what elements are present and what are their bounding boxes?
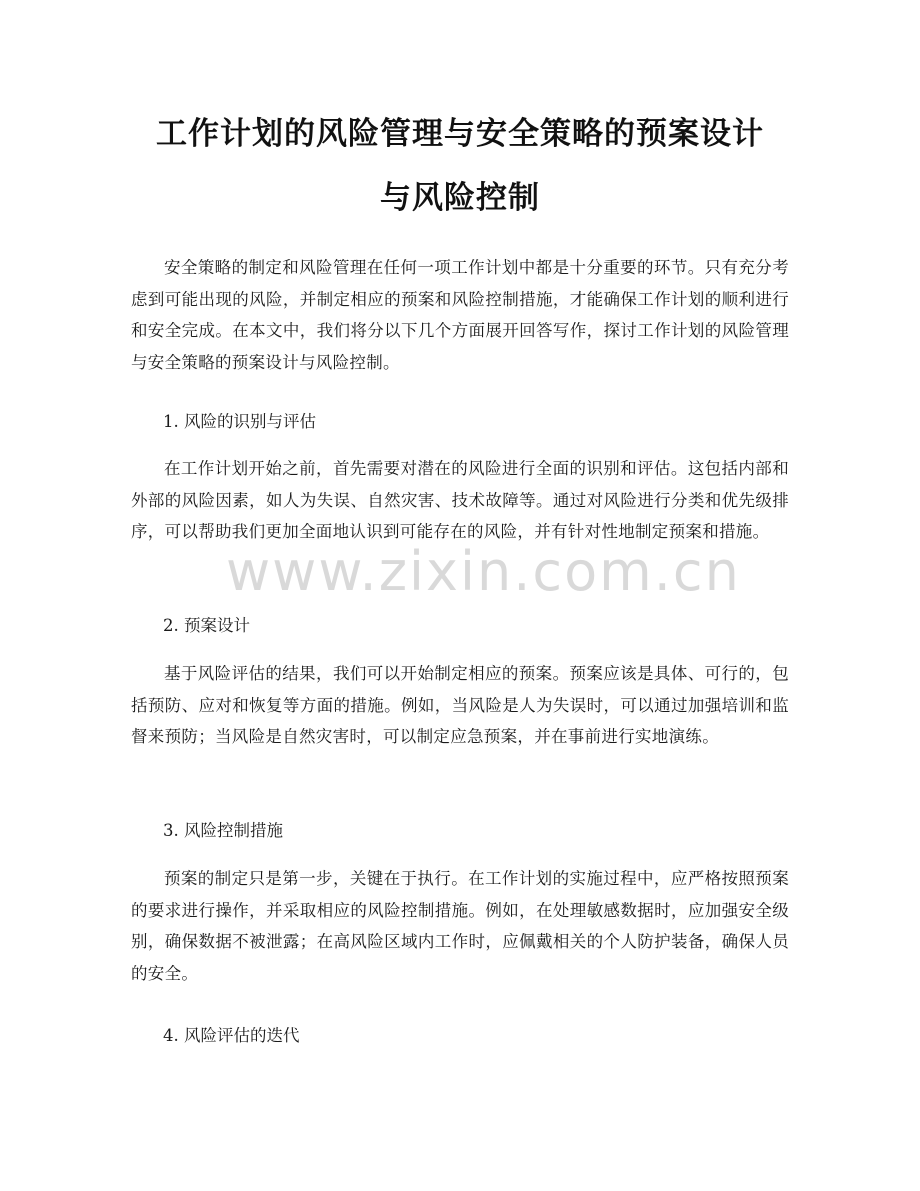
intro-paragraph: 安全策略的制定和风险管理在任何一项工作计划中都是十分重要的环节。只有充分考虑到可能出现的风险，并制定相应的预案和风险控制措施，才能确保工作计划的顺利进行和安全完成。在本文中，我们将分以下几个方面展开回答写作，探讨工作计划的风险管理与安全策略的预案设计与风险控制。 — [131, 258, 789, 372]
watermark-text: www.zixin.com.cn — [226, 540, 741, 603]
document-title-line-1: 工作计划的风险管理与安全策略的预案设计 — [156, 116, 764, 152]
section-heading-1: 1. 风险的识别与评估 — [163, 412, 316, 431]
section-heading-2: 2. 预案设计 — [163, 616, 250, 635]
section-heading-4: 4. 风险评估的迭代 — [163, 1026, 300, 1045]
section-body-1: 在工作计划开始之前，首先需要对潜在的风险进行全面的识别和评估。这包括内部和外部的风险因素，如人为失误、自然灾害、技术故障等。通过对风险进行分类和优先级排序，可以帮助我们更加全面地认识到可能存在的风险，并有针对性地制定预案和措施。 — [131, 459, 789, 541]
document-title-line-2: 与风险控制 — [380, 180, 540, 216]
section-heading-3: 3. 风险控制措施 — [163, 821, 283, 840]
section-body-2: 基于风险评估的结果，我们可以开始制定相应的预案。预案应该是具体、可行的，包括预防、应对和恢复等方面的措施。例如，当风险是人为失误时，可以通过加强培训和监督来预防；当风险是自然灾害时，可以制定应急预案，并在事前进行实地演练。 — [131, 664, 789, 746]
section-body-3: 预案的制定只是第一步，关键在于执行。在工作计划的实施过程中，应严格按照预案的要求进行操作，并采取相应的风险控制措施。例如，在处理敏感数据时，应加强安全级别，确保数据不被泄露；在高风险区域内工作时，应佩戴相关的个人防护装备，确保人员的安全。 — [131, 869, 789, 983]
